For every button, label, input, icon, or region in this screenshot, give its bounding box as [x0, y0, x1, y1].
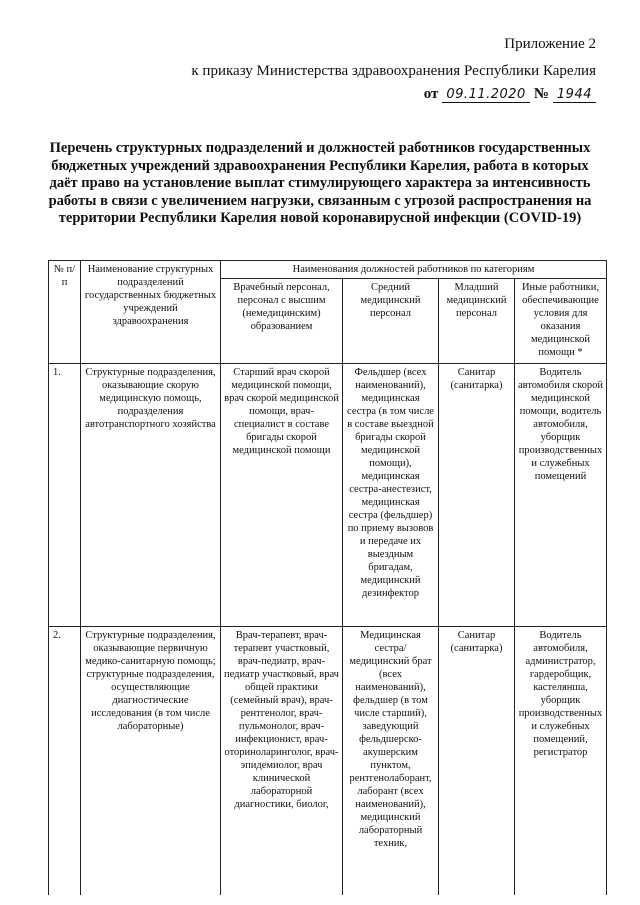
row-middle: Медицинская сестра/ медицинский брат (всех наименований), фельдшер (в том числе старший), заведующий фельдшерско-акушерским пунктом, рентгенолаборант, лаборант (всех наименований), медицинский лабораторный техник, [343, 627, 439, 896]
row-doctor: Старший врач скорой медицинской помощи, врач скорой медицинской помощи, врач-специалист в составе бригады скорой медицинской помощи [221, 364, 343, 627]
col-doctor-header: Врачебный персонал, персонал с высшим (немедицинским) образованием [221, 279, 343, 364]
col-name-header: Наименование структурных подразделений государственных бюджетных учреждений здравоохранения [81, 261, 221, 364]
number-prefix: № [533, 86, 549, 102]
table-row [49, 627, 607, 896]
col-junior-header: Младший медицинский персонал [439, 279, 515, 364]
row-junior: Санитар (санитарка) [439, 627, 515, 896]
number-value: 1944 [553, 87, 596, 103]
col-num-header: № п/п [49, 261, 81, 364]
order-date-number [424, 86, 596, 103]
row-num: 1. [49, 364, 81, 627]
row-other: Водитель автомобиля скорой медицинской помощи, водитель автомобиля, уборщик производственных и служебных помещений [515, 364, 607, 627]
row-name: Структурные подразделения, оказывающие скорую медицинскую помощь, подразделения автотранспортного хозяйства [81, 364, 221, 627]
row-name: Структурные подразделения, оказывающие первичную медико-санитарную помощь; структурные подразделения, осуществляющие диагностические исследования (в том числе лабораторные) [81, 627, 221, 896]
positions-table [48, 260, 607, 895]
col-group-header: Наименования должностей работников по категориям [221, 261, 607, 279]
table-row [49, 364, 607, 627]
table-header-row [49, 261, 607, 279]
date-prefix: от [423, 86, 439, 102]
row-junior: Санитар (санитарка) [439, 364, 515, 627]
row-doctor: Врач-терапевт, врач-терапевт участковый, врач-педиатр, врач-педиатр участковый, врач общей практики (семейный врач), врач-рентгенолог, врач-пульмонолог, врач-инфекционист, врач-оториноларинголог, врач-эпидемиолог, врач клинической лабораторной диагностики, биолог, [221, 627, 343, 896]
order-reference: к приказу Министерства здравоохранения Республики Карелия [191, 63, 596, 79]
col-other-header: Иные работники, обеспечивающие условия для оказания медицинской помощи * [515, 279, 607, 364]
appendix-label: Приложение 2 [504, 36, 596, 52]
col-middle-header: Средний медицинский персонал [343, 279, 439, 364]
document-title: Перечень структурных подразделений и должностей работников государственных бюджетных учреждений здравоохранения Республики Карелия, работа в которых даёт право на установление выплат стимулирующего характера за интенсивность работы в связи с увеличением нагрузки, связанным с угрозой распространения на территории Республики Карелия новой коронавирусной инфекции (COVID-19) [48, 140, 592, 226]
row-num: 2. [49, 627, 81, 896]
row-middle: Фельдшер (всех наименований), медицинская сестра (в том числе в составе выездной бригады скорой медицинской помощи), медицинская сестра-анестезист, медицинская сестра (фельдшер) по приему вызовов и передаче их выездным бригадам, медицинский дезинфектор [343, 364, 439, 627]
date-value: 09.11.2020 [442, 87, 529, 103]
row-other: Водитель автомобиля, администратор, гардеробщик, кастелянша, уборщик производственных и служебных помещений, регистратор [515, 627, 607, 896]
